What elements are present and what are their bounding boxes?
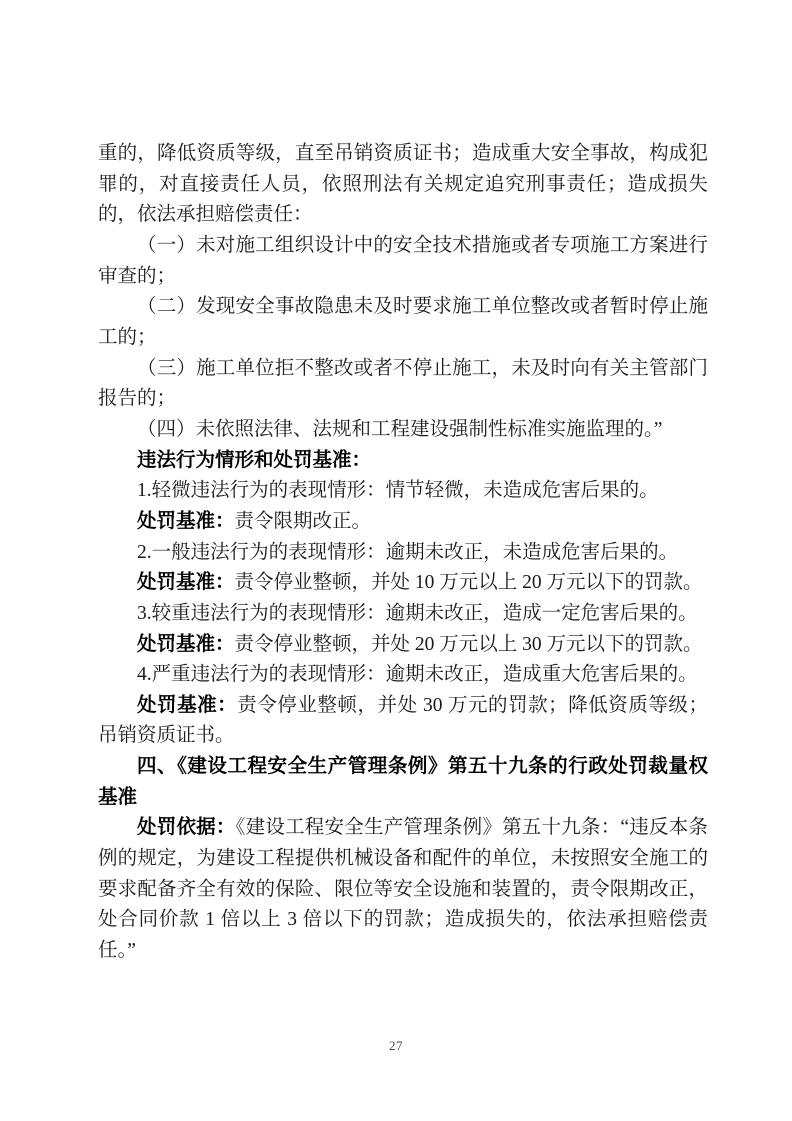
paragraph [98, 139, 708, 231]
paragraph-text: 3.较重违法行为的表现情形：逾期未改正，造成一定危害后果的。 [137, 602, 698, 624]
paragraph-text: 责令限期改正。 [234, 510, 372, 532]
paragraph [98, 292, 708, 353]
paragraph [98, 630, 708, 661]
paragraph-label: 处罚基准： [137, 633, 235, 655]
paragraph-text: （三）施工单位拒不整改或者不停止施工，未及时向有关主管部门报告的； [98, 357, 708, 410]
paragraph [98, 538, 708, 569]
paragraph-text: 责令停业整顿，并处 30 万元的罚款；降低资质等级；吊销资质证书。 [98, 694, 708, 747]
document-body [98, 139, 708, 967]
paragraph-text: 1.轻微违法行为的表现情形：情节轻微，未造成危害后果的。 [137, 480, 659, 502]
paragraph-text: 责令停业整顿，并处 10 万元以上 20 万元以下的罚款。 [234, 572, 703, 594]
paragraph [98, 691, 708, 752]
paragraph [98, 476, 708, 507]
paragraph-label: 处罚基准： [137, 694, 238, 716]
paragraph [98, 354, 708, 415]
paragraph [98, 231, 708, 292]
paragraph-label: 处罚基准： [137, 510, 235, 532]
paragraph-label: 处罚依据： [137, 817, 236, 839]
paragraph-text: 四、《建设工程安全生产管理条例》第五十九条的行政处罚裁量权基准 [98, 756, 708, 808]
paragraph-label: 处罚基准： [137, 572, 235, 594]
paragraph-text: 重的，降低资质等级，直至吊销资质证书；造成重大安全事故，构成犯罪的，对直接责任人员，依照刑法有关规定追究刑事责任；造成损失的，依法承担赔偿责任： [98, 143, 708, 226]
paragraph-text: （二）发现安全事故隐患未及时要求施工单位整改或者暂时停止施工的； [98, 296, 708, 348]
paragraph-text: 责令停业整顿，并处 20 万元以上 30 万元以下的罚款。 [234, 633, 703, 655]
paragraph-text: 《建设工程安全生产管理条例》第五十九条：“违反本条例的规定，为建设工程提供机械设备和配件的单位，未按照安全施工的要求配备齐全有效的保险、限位等安全设施和装置的，责令限期改正，处合同价款 1 倍以上 3 倍以下的罚款；造成损失的，依法承担赔偿责任。” [98, 817, 708, 962]
paragraph-text: （一）未对施工组织设计中的安全技术措施或者专项施工方案进行审查的； [98, 234, 708, 287]
paragraph-text: 2.一般违法行为的表现情形：逾期未改正，未造成危害后果的。 [137, 541, 679, 563]
paragraph-text: 4.严重违法行为的表现情形：逾期未改正，造成重大危害后果的。 [137, 664, 698, 686]
page-number: 27 [389, 1038, 403, 1053]
paragraph [98, 415, 708, 446]
paragraph [98, 660, 708, 691]
paragraph [98, 507, 708, 538]
paragraph [98, 568, 708, 599]
paragraph [98, 599, 708, 630]
paragraph [98, 813, 708, 966]
paragraph-text: 违法行为情形和处罚基准： [137, 449, 372, 471]
page-footer [0, 1037, 792, 1055]
paragraph-text: （四）未依照法律、法规和工程建设强制性标准实施监理的。” [137, 418, 663, 440]
paragraph [98, 446, 708, 477]
paragraph [98, 752, 708, 813]
